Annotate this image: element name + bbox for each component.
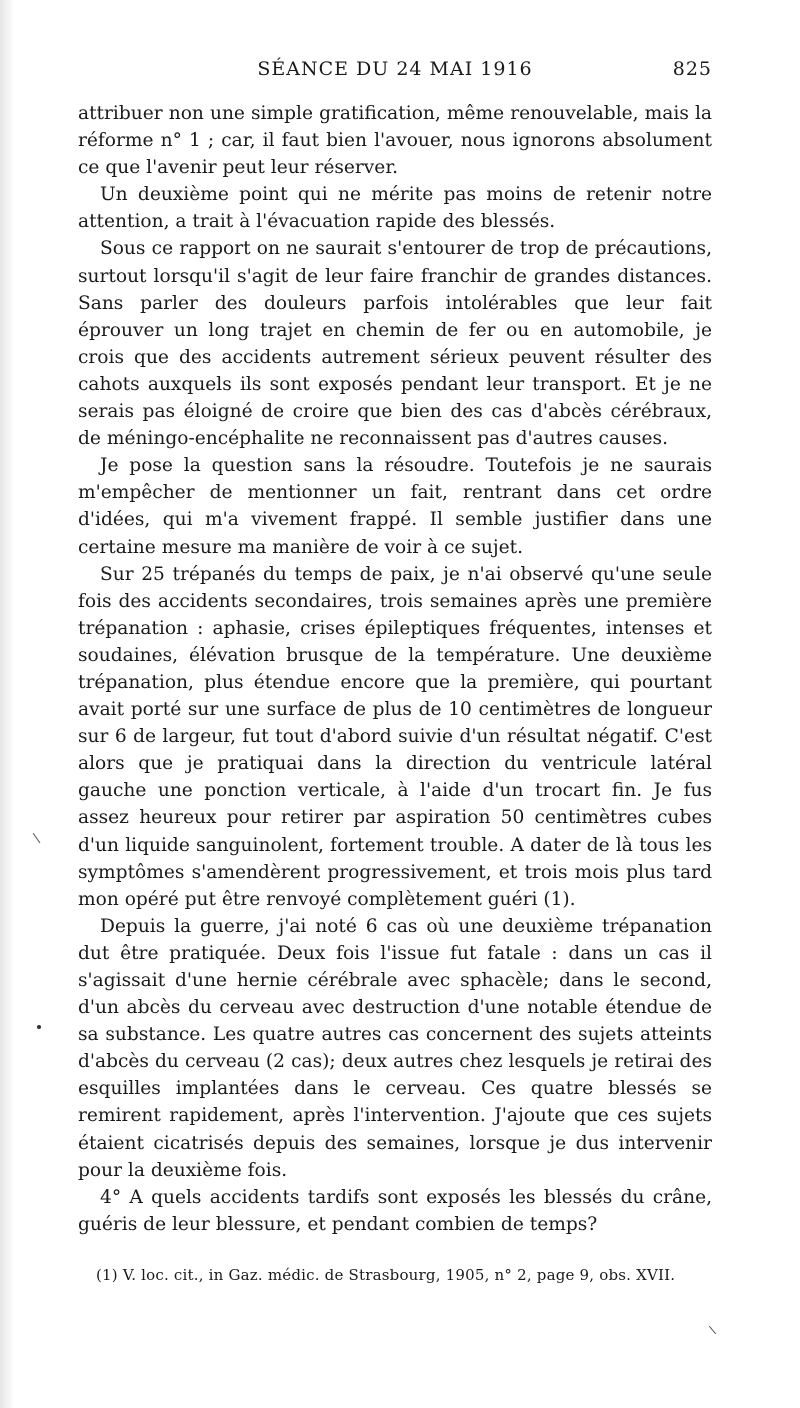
body-text (78, 100, 712, 1238)
footnote: (1) V. loc. cit., in Gaz. médic. de Strasbourg, 1905, n° 2, page 9, obs. XVII. (96, 1266, 676, 1284)
paragraph-continued: attribuer non une simple gratification, même renouvelable, mais la réforme n° 1 ; car, il faut bien l'avouer, nous ignorons absolument ce que l'avenir peut leur réserver. (78, 103, 712, 179)
paragraph-evacuation: Un deuxième point qui ne mérite pas moins de retenir notre attention, a trait à l'évacuation rapide des blessés. (78, 184, 712, 233)
scan-speck (37, 1025, 41, 1029)
paragraph-question: Je pose la question sans la résoudre. Toutefois je ne saurais m'empêcher de mentionner un fait, rentrant dans cet ordre d'idées, qui m'a vivement frappé. Il semble justifier dans une certaine mesure ma manière de voir à ce sujet. (78, 455, 712, 558)
scan-speck (33, 833, 41, 844)
paragraph-guerre: Depuis la guerre, j'ai noté 6 cas où une deuxième trépanation dut être pratiquée. Deux fois l'issue fut fatale : dans un cas il s'agissait d'une hernie cérébrale avec sphacèle; dans le second, d'un abcès du cerveau avec destruction d'une notable étendue de sa substance. Les quatre autres cas concernent des sujets atteints d'abcès du cerveau (2 cas); deux autres chez lesquels je retirai des esquilles implantées dans le cerveau. Ces quatre blessés se remirent rapidement, après l'intervention. J'ajoute que ces sujets étaient cicatrisés depuis des semaines, lorsque je dus intervenir pour la deuxième fois. (78, 915, 712, 1181)
page-header (78, 58, 712, 90)
page-edge-shadow (0, 0, 14, 1408)
paragraph-trepanes: Sur 25 trépanés du temps de paix, je n'ai observé qu'une seule fois des accidents secondaires, trois semaines après une première trépanation : aphasie, crises épileptiques fréquentes, intenses et soudaines, élévation brusque de la température. Une deuxième trépanation, plus étendue encore que la première, qui pourtant avait porté sur une surface de plus de 10 centimètres de longueur sur 6 de largeur, fut tout d'abord suivie d'un résultat négatif. C'est alors que je pratiquai dans la direction du ventricule latéral gauche une ponction verticale, à l'aide d'un trocart fin. Je fus assez heureux pour retirer par aspiration 50 centimètres cubes d'un liquide sanguinolent, fortement trouble. A dater de là tous les symptômes s'amendèrent progressivement, et trois mois plus tard mon opéré put être renvoyé complètement guéri (1). (78, 563, 712, 910)
running-head: SÉANCE DU 24 MAI 1916 (257, 58, 533, 80)
scan-speck (709, 1326, 716, 1334)
paragraph-accidents-tardifs: 4° A quels accidents tardifs sont exposés les blessés du crâne, guéris de leur blessure, et pendant combien de temps? (78, 1186, 712, 1235)
page-number: 825 (672, 58, 712, 80)
paragraph-precautions: Sous ce rapport on ne saurait s'entourer de trop de précautions, surtout lorsqu'il s'agit de leur faire franchir de grandes distances. Sans parler des douleurs parfois intolérables que leur fait éprouver un long trajet en chemin de fer ou en automobile, je crois que des accidents autrement sérieux peuvent résulter des cahots auxquels ils sont exposés pendant leur transport. Et je ne serais pas éloigné de croire que bien des cas d'abcès cérébraux, de méningo-encéphalite ne reconnaissent pas d'autres causes. (78, 238, 712, 450)
